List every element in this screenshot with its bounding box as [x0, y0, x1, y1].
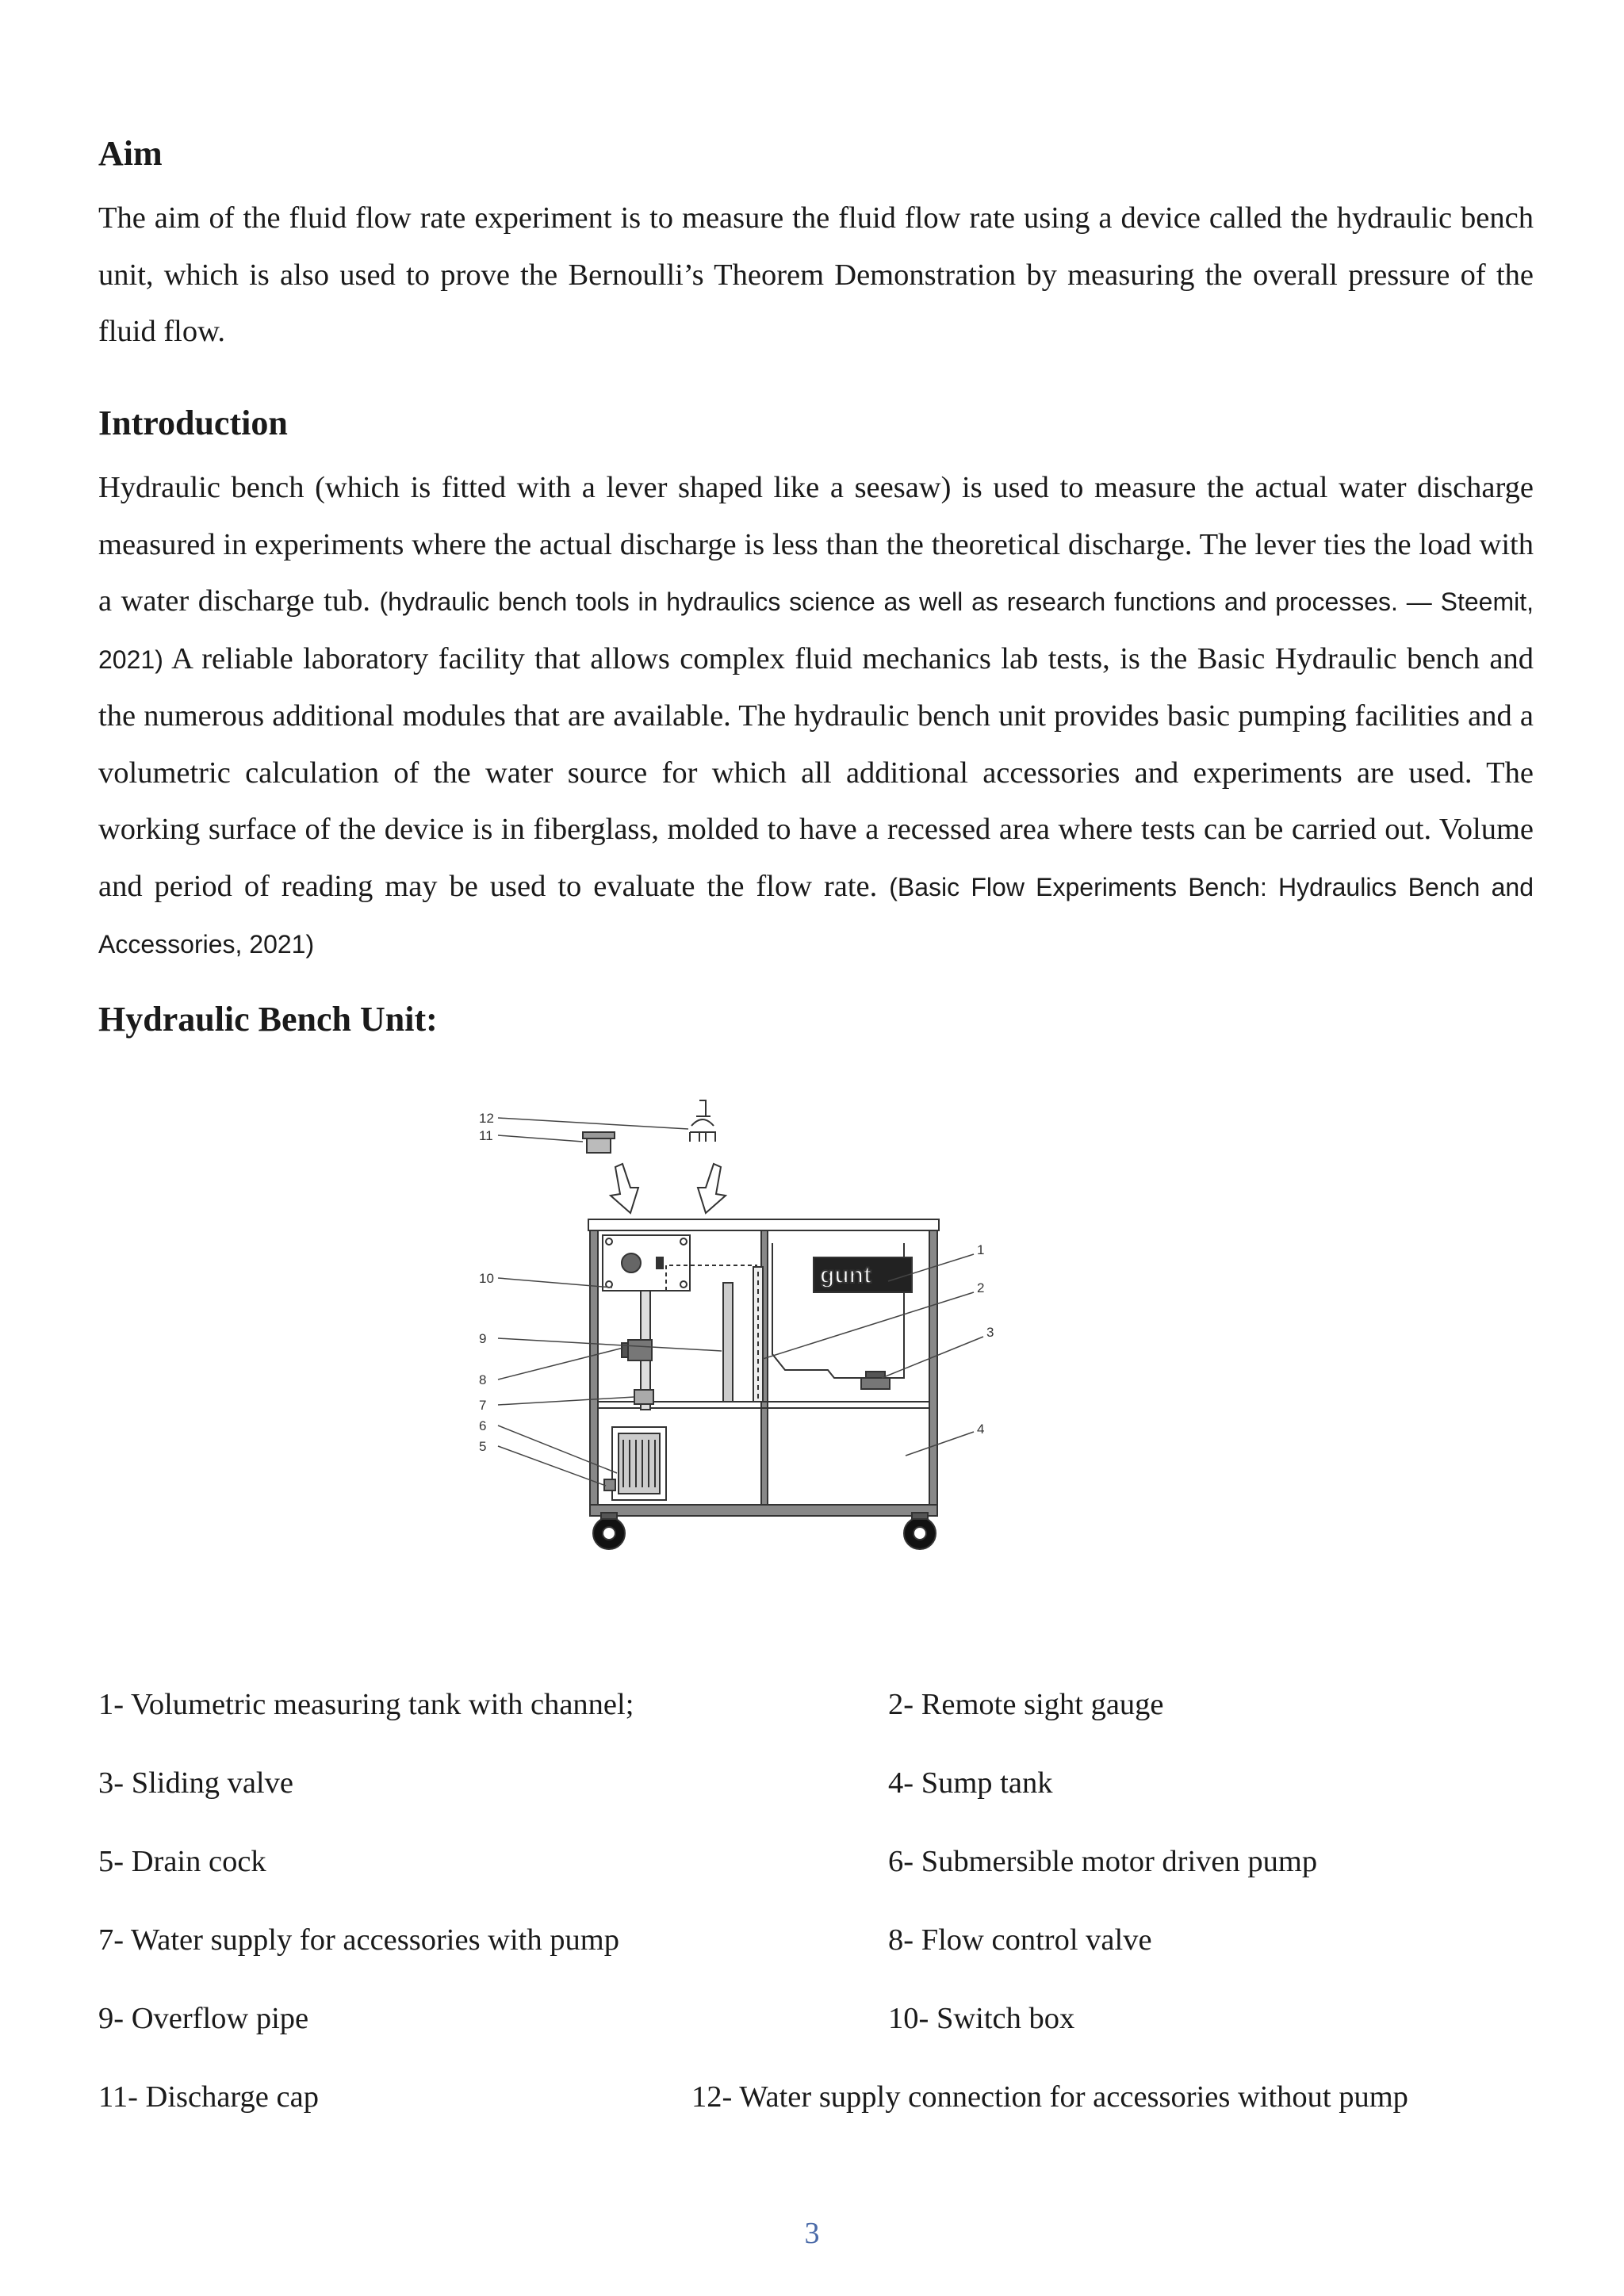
- switch-box-shape: [603, 1235, 690, 1291]
- page-number: 3: [804, 2217, 820, 2250]
- legend-item-11: 11- Discharge cap: [98, 2080, 319, 2114]
- legend-item-9: 9- Overflow pipe: [98, 2002, 309, 2035]
- legend-item-12: 12- Water supply connection for accessories without pump: [691, 2080, 1408, 2114]
- overflow-pipe-shape: [723, 1283, 733, 1402]
- bench-unit-heading: Hydraulic Bench Unit:: [98, 1000, 438, 1039]
- hydraulic-bench-diagram: [476, 1085, 1047, 1608]
- introduction-heading: Introduction: [98, 404, 288, 442]
- diagram-label-1: 1: [977, 1242, 985, 1257]
- diagram-label-3: 3: [986, 1325, 994, 1340]
- diagram-label-2: 2: [977, 1280, 985, 1295]
- drain-cock-shape: [604, 1479, 615, 1490]
- legend-item-1: 1- Volumetric measuring tank with channel;: [98, 1688, 634, 1721]
- citation-steemit: (hydraulic bench tools in hydraulics science as well as research functions and processes. — Steemit, 2021): [98, 587, 1534, 674]
- diagram-label-6: 6: [479, 1418, 487, 1433]
- diagram-label-5: 5: [479, 1439, 487, 1454]
- diagram-label-12: 12: [479, 1111, 494, 1126]
- diagram-label-7: 7: [479, 1398, 487, 1413]
- arrow-down-left: [611, 1164, 638, 1213]
- legend-item-4: 4- Sump tank: [888, 1766, 1053, 1800]
- legend-item-10: 10- Switch box: [888, 2002, 1075, 2035]
- legend-item-5: 5- Drain cock: [98, 1845, 266, 1878]
- diagram-label-11: 11: [479, 1128, 493, 1143]
- flow-control-valve-shape: [628, 1340, 652, 1360]
- diagram-label-9: 9: [479, 1331, 487, 1346]
- diagram-label-4: 4: [977, 1422, 985, 1437]
- legend-item-6: 6- Submersible motor driven pump: [888, 1845, 1318, 1878]
- intro-text-part-1: Hydraulic bench (which is fitted with a lever shaped like a seesaw) is used to measure the actual water discharge measured in experiments where the actual discharge is less than the theoretical discharge. The lever ties the load with a water discharge tub.: [98, 471, 1534, 618]
- introduction-paragraph: [98, 460, 1534, 974]
- diagram-label-10: 10: [479, 1271, 494, 1286]
- diagram-label-8: 8: [479, 1372, 487, 1387]
- legend-item-3: 3- Sliding valve: [98, 1766, 293, 1800]
- legend-item-2: 2- Remote sight gauge: [888, 1688, 1164, 1721]
- bench-top: [588, 1219, 939, 1230]
- aim-heading: Aim: [98, 134, 163, 173]
- legend-item-7: 7- Water supply for accessories with pump: [98, 1923, 619, 1957]
- aim-paragraph: The aim of the fluid flow rate experiment is to measure the fluid flow rate using a device called the hydraulic bench unit, which is also used to prove the Bernoulli’s Theorem Demonstration by measuring the overall pressure of the fluid flow.: [98, 201, 1534, 348]
- water-supply-connection-shape: [690, 1100, 715, 1142]
- citation-basic-flow: (Basic Flow Experiments Bench: Hydraulics Bench and Accessories, 2021): [98, 872, 1534, 959]
- brand-text: gunt: [820, 1262, 871, 1288]
- arrow-down-right: [698, 1164, 726, 1213]
- intro-text-part-2: A reliable laboratory facility that allows complex fluid mechanics lab tests, is the Basic Hydraulic bench and the numerous additional modules that are available. The hydraulic bench unit provides basic pumping facilities and a volumetric calculation of the water source for which all additional accessories and experiments are used. The working surface of the device is in fiberglass, molded to have a recessed area where tests can be carried out. Volume and period of reading may be used to evaluate the flow rate.: [98, 641, 1534, 903]
- legend-item-8: 8- Flow control valve: [888, 1923, 1152, 1957]
- sliding-valve-shape: [861, 1378, 890, 1389]
